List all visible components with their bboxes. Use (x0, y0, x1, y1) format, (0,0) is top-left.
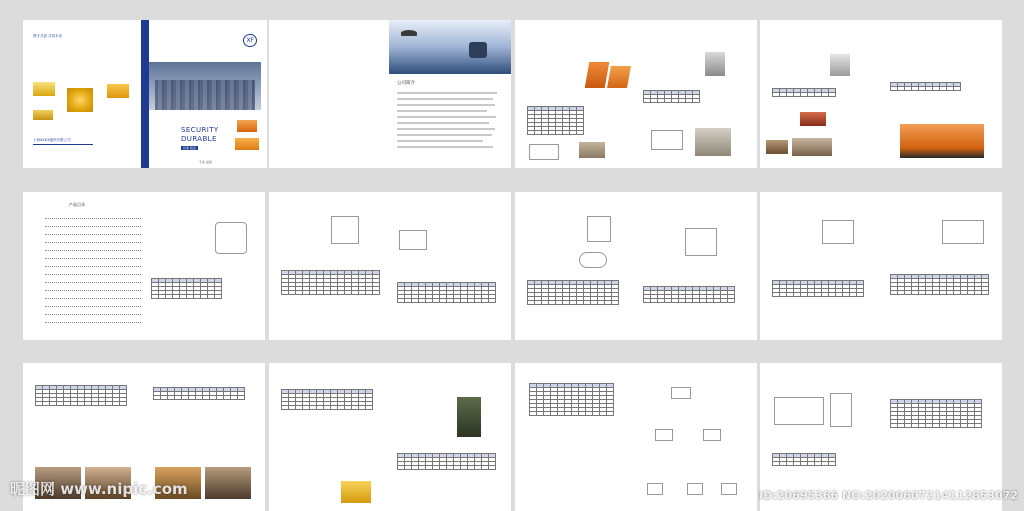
spec-table-7 (527, 280, 619, 305)
spec-table-right (643, 90, 700, 103)
dimension-diagram-2 (651, 130, 683, 150)
lift-diagram-3 (587, 216, 611, 242)
lift-diagram-5 (822, 220, 854, 244)
spec-page-8 (515, 363, 757, 511)
magnet-product-2 (235, 138, 259, 150)
circuit-diagram (774, 397, 824, 425)
grey-magnet (830, 54, 850, 76)
spec-table-2 (772, 88, 836, 97)
spec-table-11 (35, 385, 127, 406)
eagle-shape (401, 30, 417, 36)
spec-table-6 (397, 282, 496, 303)
machine-shape (469, 42, 487, 58)
spec-table-17 (890, 399, 982, 428)
magnet-product-1 (237, 120, 257, 132)
spec-table-5 (281, 270, 380, 295)
spec-table-8 (643, 286, 735, 303)
contact-lines (33, 144, 93, 153)
spec-table (527, 106, 584, 135)
flow-box-right (703, 429, 721, 441)
work-photo-2 (695, 128, 731, 156)
flow-box-left (655, 429, 673, 441)
cover-front-page (141, 20, 267, 168)
spec-table-13 (281, 389, 373, 410)
spec-table-16 (772, 453, 836, 466)
large-orange-magnet (900, 124, 984, 158)
mountain-sky-image (389, 20, 511, 74)
flow-box-bottom-2 (687, 483, 703, 495)
spec-page-4 (515, 192, 757, 340)
title-durable: DURABLE (181, 135, 217, 143)
toc-heading: 产品目录 (69, 202, 85, 207)
title-security: SECURITY (181, 126, 219, 134)
skyline-silhouette (155, 80, 255, 110)
badge: 起重 吸盘 (183, 146, 196, 150)
watermark-right: ID:20695366 NO:20200607214112853072 (759, 489, 1018, 502)
spec-table-15 (529, 383, 614, 416)
application-photo-4 (205, 467, 251, 499)
work-photo-1 (579, 142, 605, 158)
spec-table-3 (890, 82, 961, 91)
red-magnet-photo (800, 112, 826, 126)
magnet-photo-3 (107, 84, 129, 98)
watermark-left: 昵图网 www.nipic.com (10, 480, 188, 498)
spec-table-9 (772, 280, 864, 297)
tall-photo (457, 397, 481, 437)
spec-page-7 (269, 363, 511, 511)
work-photo-4 (792, 138, 832, 156)
spec-table-4 (151, 278, 222, 299)
spec-table-12 (153, 387, 245, 400)
intro-heading: 公司简介 (397, 81, 415, 86)
lift-diagram-4 (685, 228, 717, 256)
spec-table-10 (890, 274, 989, 295)
toc-page (23, 192, 265, 340)
work-photo-3 (766, 140, 788, 154)
sub-text: 专业 品质 (199, 160, 212, 164)
spec-page-3 (269, 192, 511, 340)
company-name: 上海XXXX磁铁有限公司 (33, 138, 71, 142)
logo-tag: 携手共创 共同未来 (33, 34, 63, 38)
lift-diagram-2 (399, 230, 427, 250)
dimension-diagram-1 (529, 144, 559, 160)
yellow-magnet-photo (341, 481, 371, 503)
orange-magnet-2 (607, 66, 631, 88)
right-magnet-1 (705, 52, 725, 76)
oval-diagram (579, 252, 607, 268)
panel-diagram (830, 393, 852, 427)
magnet-photo-4 (33, 110, 53, 120)
magnet-photo-1 (33, 82, 55, 96)
blue-sidebar (141, 20, 149, 168)
spec-table-14 (397, 453, 496, 470)
spec-page-5 (760, 192, 1002, 340)
flow-box-bottom-1 (647, 483, 663, 495)
orange-magnet-1 (585, 62, 610, 88)
flow-box-bottom-3 (721, 483, 737, 495)
lift-diagram-6 (942, 220, 984, 244)
cover-back-page (23, 20, 141, 168)
logo-mark: XF (243, 34, 257, 47)
spec-page-1 (515, 20, 757, 168)
intro-page (269, 20, 511, 168)
flow-box-top (671, 387, 691, 399)
magnet-photo-2 (67, 88, 93, 112)
spec-page-2 (760, 20, 1002, 168)
lift-diagram-1 (331, 216, 359, 244)
ring-diagram (215, 222, 247, 254)
